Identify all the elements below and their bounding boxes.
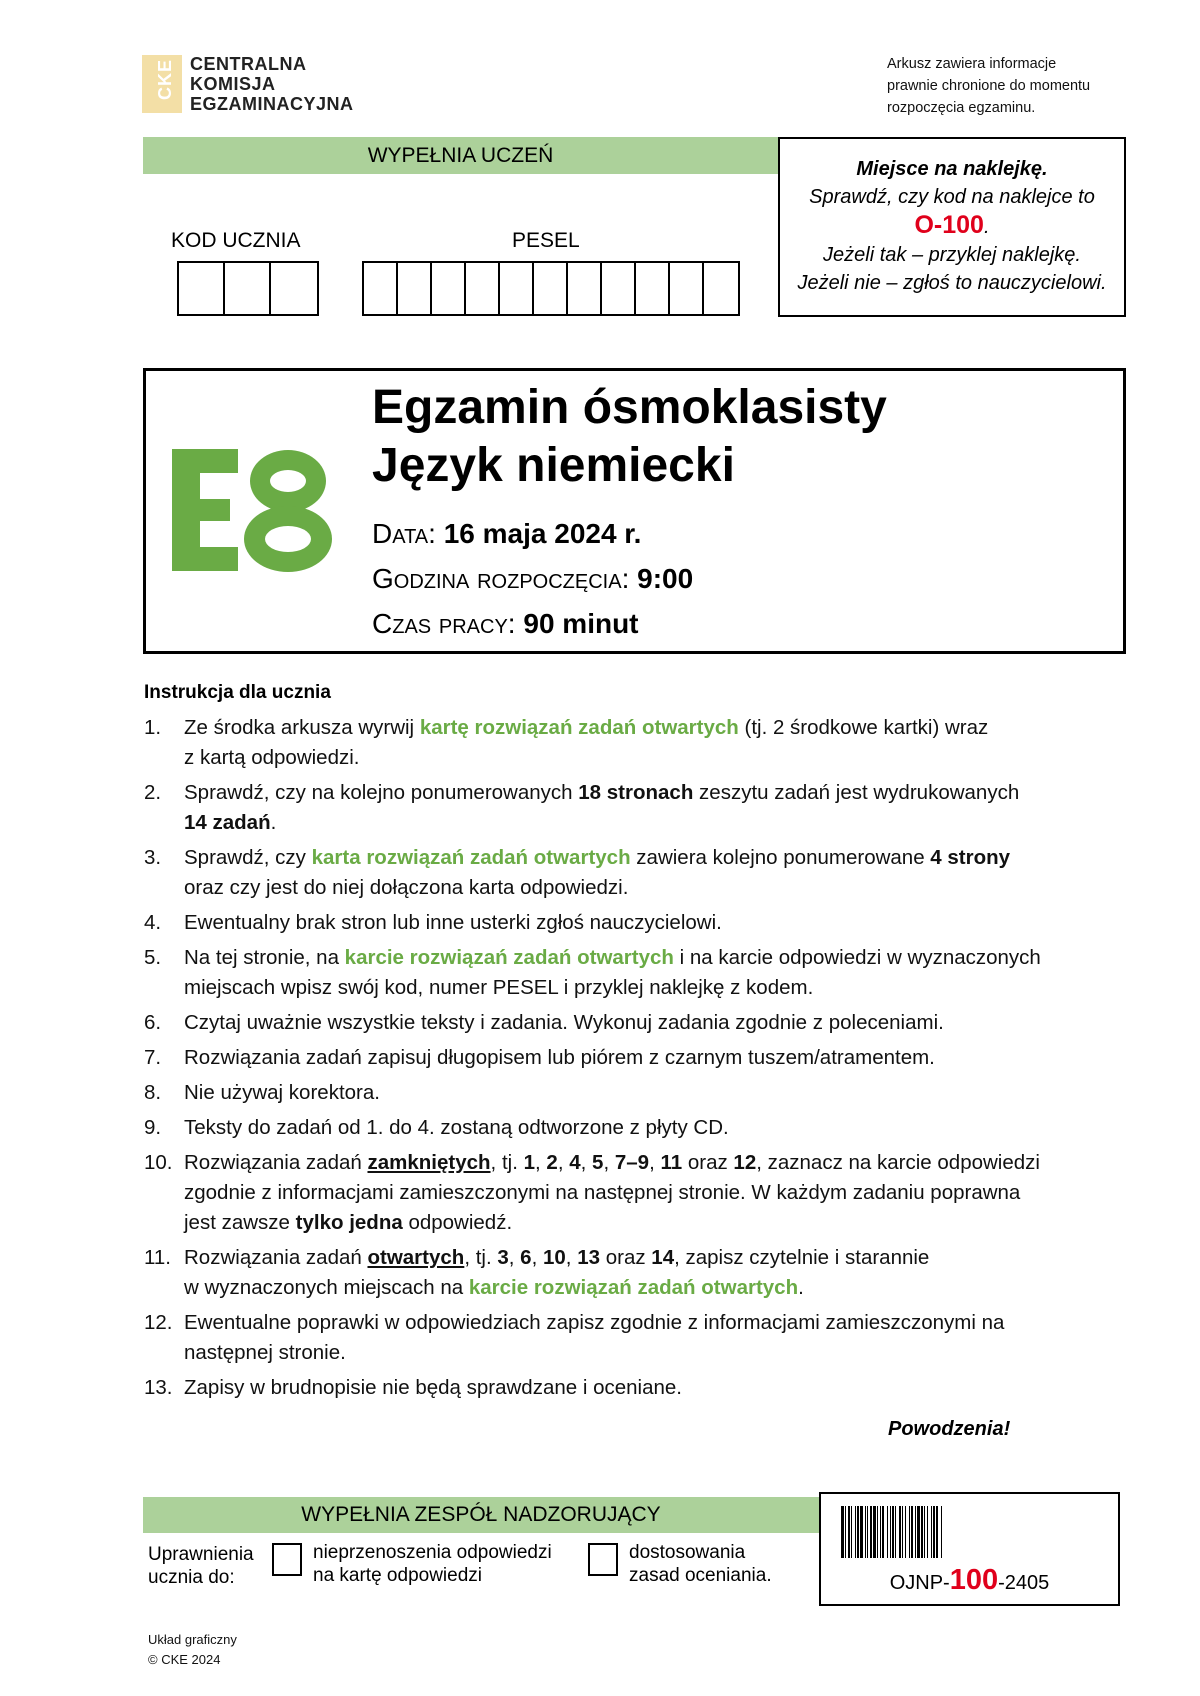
supervisor-fill-bar: WYPEŁNIA ZESPÓŁ NADZORUJĄCY — [143, 1497, 819, 1533]
exam-time-value: 9:00 — [637, 563, 694, 594]
instruction-item — [144, 1113, 1134, 1143]
barcode-code — [821, 1564, 1118, 1597]
instruction-text: Ewentualny brak stron lub inne usterki zgłoś nauczycielowi. — [184, 911, 722, 934]
legal-note-line-1: Arkusz zawiera informacje — [887, 56, 1057, 72]
pesel-cell[interactable] — [534, 263, 568, 314]
footer — [148, 1630, 237, 1670]
text-run: , — [565, 1246, 578, 1269]
instruction-item — [144, 1043, 1134, 1073]
task-number: 13 — [577, 1246, 601, 1269]
pesel-cell[interactable] — [432, 263, 466, 314]
instruction-item — [144, 908, 1134, 938]
exam-duration-row — [372, 608, 639, 640]
exam-time-label: Godzina rozpoczęcia: — [372, 563, 630, 594]
instruction-number: 5. — [144, 946, 162, 969]
exam-title — [372, 379, 887, 495]
instruction-item — [144, 1308, 1134, 1368]
text-run: oraz — [600, 1246, 652, 1269]
exam-info-box — [143, 368, 1126, 654]
barcode-number: 100 — [949, 1564, 999, 1596]
bold-run: 14 zadań — [184, 811, 271, 834]
text-run: Ze środka arkusza wyrwij — [184, 716, 420, 739]
student-code-field[interactable] — [177, 261, 319, 316]
exam-date-value: 16 maja 2024 r. — [443, 518, 642, 549]
logo-line-3: EGZAMINACYJNA — [190, 94, 354, 114]
text-run: w wyznaczonych miejscach na — [184, 1276, 469, 1299]
exam-time-row — [372, 563, 693, 595]
exam-title-line-1: Egzamin ósmoklasisty — [372, 381, 887, 434]
instruction-text: Nie używaj korektora. — [184, 1081, 380, 1104]
text-run: . — [798, 1276, 804, 1299]
task-number: 14 — [651, 1246, 675, 1269]
logo-line-2: KOMISJA — [190, 74, 276, 94]
footer-line-1: Układ graficzny — [148, 1632, 237, 1647]
cke-logo — [142, 54, 354, 114]
exam-date-row — [372, 518, 641, 550]
instruction-item — [144, 843, 1134, 903]
text-run: , — [535, 1151, 547, 1174]
text-run: Na tej stronie, na — [184, 946, 345, 969]
text-run: Rozwiązania zadań — [184, 1151, 368, 1174]
sticker-code: O-100 — [914, 211, 984, 239]
adjusted-grading-checkbox[interactable] — [588, 1543, 618, 1576]
text-run: i na karcie odpowiedzi w wyznaczonych — [673, 946, 1041, 969]
bold-run: 18 stronach — [578, 781, 694, 804]
pesel-cell[interactable] — [466, 263, 500, 314]
instruction-text — [184, 713, 1134, 773]
footer-line-2: © CKE 2024 — [148, 1652, 221, 1667]
instruction-item — [144, 778, 1134, 838]
pesel-cell[interactable] — [670, 263, 704, 314]
barcode-suffix: -2405 — [998, 1572, 1050, 1594]
rights-label-line-1: Uprawnienia — [148, 1544, 254, 1565]
instruction-number: 10. — [144, 1151, 173, 1174]
task-number: 2 — [546, 1151, 558, 1174]
e8-logo-text: E8 — [168, 445, 170, 446]
instruction-number: 2. — [144, 781, 162, 804]
highlight-run: kartę rozwiązań zadań otwartych — [419, 716, 739, 739]
no-transfer-checkbox[interactable] — [272, 1543, 302, 1576]
task-number: 1 — [523, 1151, 535, 1174]
student-code-cell[interactable] — [225, 263, 271, 314]
logo-line-1: CENTRALNA — [190, 54, 307, 74]
pesel-cell[interactable] — [704, 263, 738, 314]
opt2-line-1: dostosowania — [629, 1542, 746, 1563]
cke-logo-mark-text: CKE — [155, 58, 176, 101]
opt2-line-2: zasad oceniania. — [629, 1565, 772, 1586]
text-run: z kartą odpowiedzi. — [184, 746, 360, 769]
text-run: oraz czy jest do niej dołączona karta odpowiedzi. — [184, 876, 629, 899]
text-run: , tj. — [490, 1151, 524, 1174]
text-run: Ewentualne poprawki w odpowiedziach zapisz zgodnie z informacjami zamieszczonymi na — [184, 1311, 1005, 1334]
instructions-list — [144, 713, 1134, 1408]
instruction-text — [184, 943, 1134, 1003]
rights-label-line-2: ucznia do: — [148, 1567, 235, 1588]
student-code-cell[interactable] — [271, 263, 317, 314]
instruction-number: 7. — [144, 1046, 162, 1069]
instruction-item — [144, 1008, 1134, 1038]
instruction-text — [184, 843, 1134, 903]
instruction-item — [144, 1243, 1134, 1303]
instruction-text — [184, 1243, 1134, 1303]
legal-note-line-3: rozpoczęcia egzaminu. — [887, 100, 1036, 116]
exam-date-label: Data: — [372, 518, 436, 549]
instruction-item — [144, 1148, 1134, 1238]
text-run: odpowiedź. — [402, 1211, 513, 1234]
instruction-item — [144, 1078, 1134, 1108]
task-number: 10 — [542, 1246, 566, 1269]
opt1-line-2: na kartę odpowiedzi — [313, 1565, 482, 1586]
text-run: , tj. — [464, 1246, 498, 1269]
pesel-cell[interactable] — [398, 263, 432, 314]
instruction-item — [144, 713, 1134, 773]
pesel-cell[interactable] — [500, 263, 534, 314]
task-number: 5 — [592, 1151, 604, 1174]
text-run: Sprawdź, czy — [184, 846, 312, 869]
legal-note-line-2: prawnie chronione do momentu — [887, 78, 1091, 94]
text-run: następnej stronie. — [184, 1341, 346, 1364]
barcode-bar — [942, 1506, 943, 1558]
student-rights-label — [148, 1543, 254, 1589]
sticker-code-line — [780, 211, 1124, 241]
task-number: 7–9 — [614, 1151, 650, 1174]
task-number: 3 — [497, 1246, 509, 1269]
good-luck-text: Powodzenia! — [888, 1418, 1011, 1440]
instruction-item — [144, 1373, 1134, 1403]
underlined-run: otwartych — [367, 1246, 465, 1269]
instruction-number: 11. — [144, 1246, 171, 1269]
text-run: zawiera kolejno ponumerowane — [630, 846, 931, 869]
pesel-cell[interactable] — [568, 263, 602, 314]
opt1-line-1: nieprzenoszenia odpowiedzi — [313, 1542, 552, 1563]
text-run: , — [649, 1151, 661, 1174]
pesel-label: PESEL — [512, 229, 580, 252]
legal-note — [887, 53, 1147, 119]
no-transfer-option-label — [313, 1541, 552, 1587]
text-run: oraz — [682, 1151, 734, 1174]
sticker-code-dot: . — [983, 216, 990, 238]
instruction-number: 12. — [144, 1311, 173, 1334]
instruction-number: 4. — [144, 911, 162, 934]
sticker-no-text: Jeżeli nie – zgłoś to nauczycielowi. — [797, 272, 1107, 294]
student-fill-bar: WYPEŁNIA UCZEŃ — [143, 137, 778, 174]
task-number: 12 — [733, 1151, 757, 1174]
instructions-title: Instrukcja dla ucznia — [144, 682, 331, 703]
text-run: , zapisz czytelnie i starannie — [674, 1246, 930, 1269]
instruction-text: Rozwiązania zadań zapisuj długopisem lub piórem z czarnym tuszem/atramentem. — [184, 1046, 935, 1069]
highlight-run: karcie rozwiązań zadań otwartych — [468, 1276, 799, 1299]
text-run: Sprawdź, czy na kolejno ponumerowanych — [184, 781, 579, 804]
text-run: , zaznacz na karcie odpowiedzi — [756, 1151, 1040, 1174]
instruction-number: 8. — [144, 1081, 162, 1104]
exam-duration-label: Czas pracy: — [372, 608, 516, 639]
text-run: , — [603, 1151, 615, 1174]
barcode-prefix: OJNP- — [889, 1572, 950, 1594]
pesel-cell[interactable] — [364, 263, 398, 314]
student-code-label: KOD UCZNIA — [171, 229, 301, 252]
sticker-yes-text: Jeżeli tak – przyklej naklejkę. — [823, 244, 1081, 266]
text-run: , — [531, 1246, 543, 1269]
instruction-item — [144, 943, 1134, 1003]
text-run: zeszytu zadań jest wydrukowanych — [693, 781, 1020, 804]
instruction-number: 3. — [144, 846, 162, 869]
text-run: Rozwiązania zadań — [184, 1246, 368, 1269]
instruction-number: 1. — [144, 716, 162, 739]
exam-subject: Język niemiecki — [372, 439, 735, 492]
text-run: zgodnie z informacjami zamieszczonymi na następnej stronie. W każdym zadaniu poprawna — [184, 1181, 1021, 1204]
instruction-text — [184, 1308, 1134, 1368]
task-number: 11 — [660, 1151, 683, 1174]
text-run: . — [270, 811, 277, 834]
instruction-number: 6. — [144, 1011, 162, 1034]
text-run: (tj. 2 środkowe kartki) wraz — [738, 716, 989, 739]
sticker-check-text: Sprawdź, czy kod na naklejce to — [809, 186, 1095, 208]
barcode-box — [819, 1492, 1120, 1606]
instruction-text: Teksty do zadań od 1. do 4. zostaną odtworzone z płyty CD. — [184, 1116, 729, 1139]
sticker-box[interactable] — [778, 137, 1126, 317]
task-number: 4 — [569, 1151, 581, 1174]
instruction-text: Czytaj uważnie wszystkie teksty i zadania. Wykonuj zadania zgodnie z poleceniami. — [184, 1011, 944, 1034]
bold-run: 4 strony — [930, 846, 1011, 869]
e8-logo-icon — [168, 445, 338, 575]
highlight-run: karcie rozwiązań zadań otwartych — [344, 946, 674, 969]
text-run: miejscach wpisz swój kod, numer PESEL i przyklej naklejkę z kodem. — [184, 976, 814, 999]
barcode-icon — [841, 1506, 1099, 1558]
instruction-number: 13. — [144, 1376, 173, 1399]
text-run: , — [508, 1246, 521, 1269]
pesel-cell[interactable] — [636, 263, 670, 314]
pesel-cell[interactable] — [602, 263, 636, 314]
exam-duration-value: 90 minut — [523, 608, 639, 639]
sticker-heading: Miejsce na naklejkę. — [856, 158, 1048, 180]
cke-logo-text — [190, 54, 354, 114]
task-number: 6 — [520, 1246, 532, 1269]
instruction-text — [184, 778, 1134, 838]
text-run: jest zawsze — [184, 1211, 296, 1234]
underlined-run: zamkniętych — [367, 1151, 491, 1174]
text-run: , — [580, 1151, 593, 1174]
instruction-text: Zapisy w brudnopisie nie będą sprawdzane i oceniane. — [184, 1376, 683, 1399]
student-code-cell[interactable] — [179, 263, 225, 314]
instruction-text — [184, 1148, 1134, 1238]
pesel-field[interactable] — [362, 261, 740, 316]
highlight-run: karta rozwiązań zadań otwartych — [311, 846, 631, 869]
cke-logo-mark — [142, 55, 182, 113]
bold-run: tylko jedna — [295, 1211, 403, 1234]
text-run: , — [557, 1151, 570, 1174]
instruction-number: 9. — [144, 1116, 162, 1139]
adjusted-grading-option-label — [629, 1541, 772, 1587]
